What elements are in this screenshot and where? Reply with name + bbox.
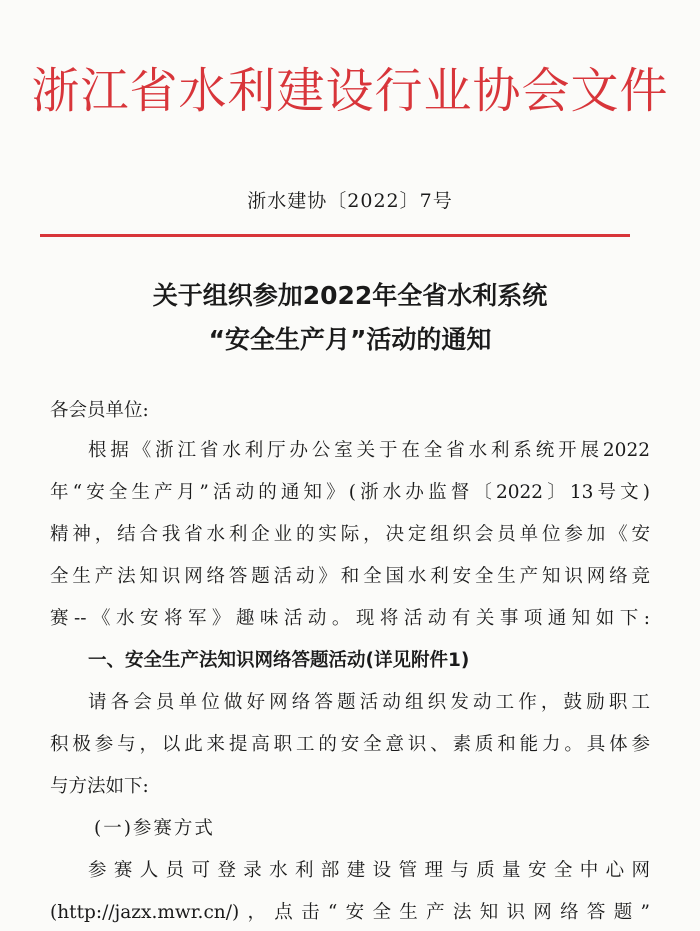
section-heading-1: 一、安全生产法知识网络答题活动(详见附件1)	[88, 650, 470, 671]
masthead-title: 浙江省水利建设行业协会文件	[31, 63, 669, 119]
body-line: 根据《浙江省水利厅办公室关于在全省水利系统开展2022	[88, 440, 650, 461]
body-line: 全生产法知识网络答题活动》和全国水利安全生产知识网络竞	[50, 566, 650, 587]
body-line: 与方法如下:	[50, 776, 149, 797]
notice-title-line-2: “安全生产月”活动的通知	[208, 325, 492, 354]
subsection-heading-1: (一)参赛方式	[94, 818, 215, 839]
notice-title-line-1: 关于组织参加2022年全省水利系统	[152, 281, 548, 310]
red-divider-line	[40, 234, 630, 237]
body-line-with-url: (http://jazx.mwr.cn/)，点击“安全生产法知识网络答题”	[50, 902, 650, 923]
body-line: 年“安全生产月”活动的通知》(浙水办监督〔2022〕13号文)	[50, 482, 650, 503]
body-line: 参赛人员可登录水利部建设管理与质量安全中心网	[88, 860, 650, 881]
body-line: 积极参与，以此来提高职工的安全意识、素质和能力。具体参	[50, 734, 650, 755]
body-line: 赛--《水安将军》趣味活动。现将活动有关事项通知如下:	[50, 608, 650, 629]
body-line: 请各会员单位做好网络答题活动组织发动工作，鼓励职工	[88, 692, 650, 713]
salutation: 各会员单位:	[50, 400, 149, 421]
document-number: 浙水建协〔2022〕7号	[247, 190, 453, 212]
body-line: 精神，结合我省水利企业的实际，决定组织会员单位参加《安	[50, 524, 650, 545]
